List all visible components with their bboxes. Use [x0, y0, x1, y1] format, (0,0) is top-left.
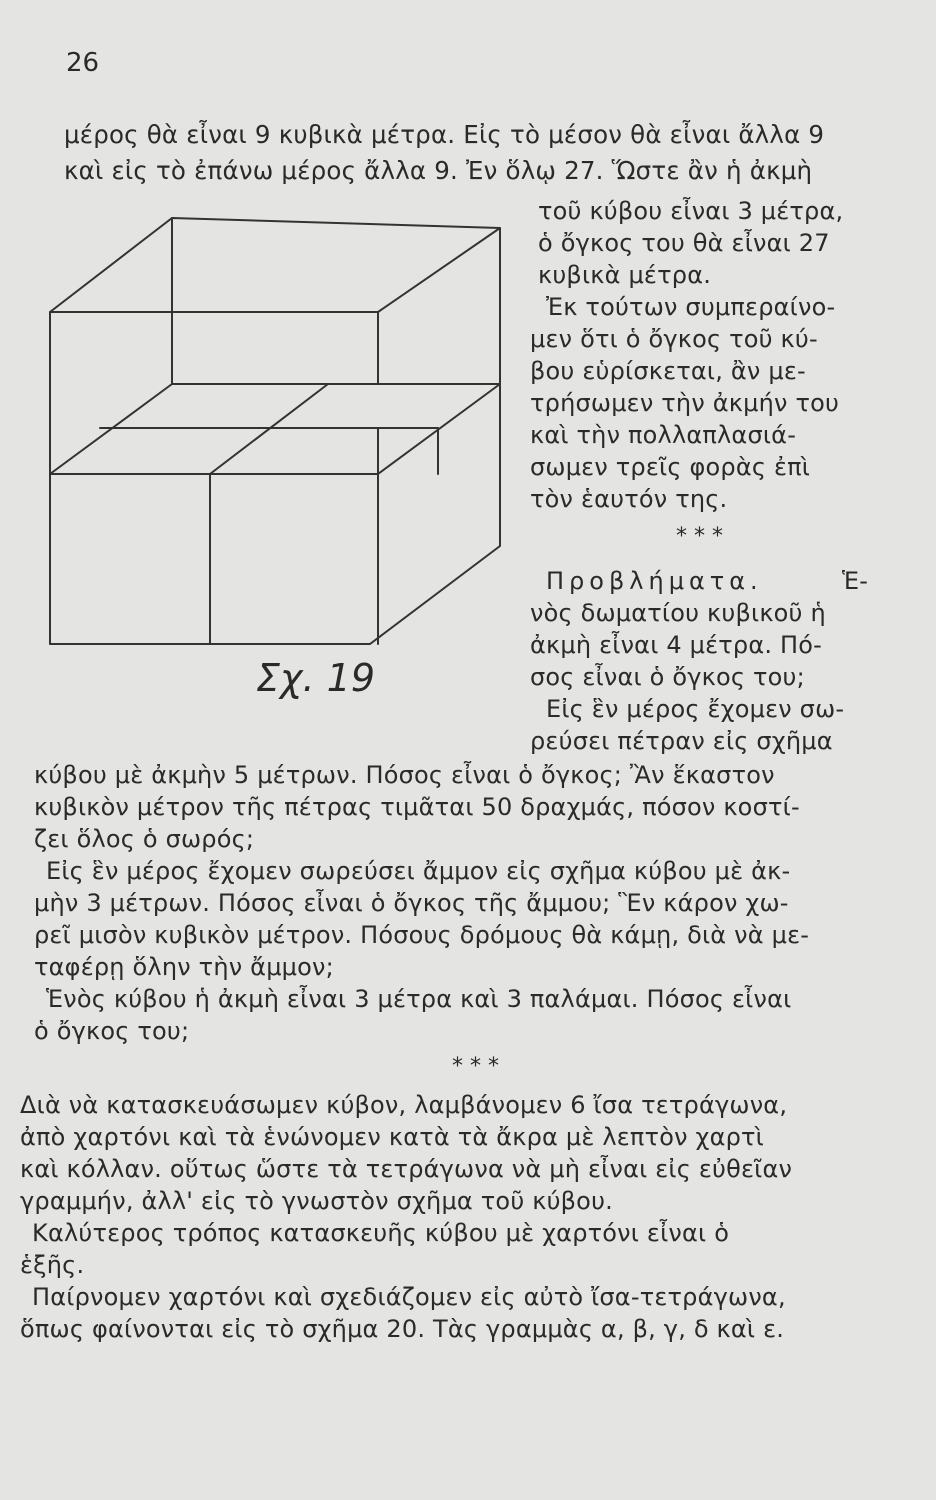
text-line: βου εὑρίσκεται, ἂν με-	[530, 357, 806, 385]
text-line: Παίρνομεν χαρτόνι καὶ σχεδιάζομεν εἰς αὐτὸ ἴσα-τετράγωνα,	[32, 1283, 786, 1311]
cube-back-top-edge	[50, 218, 500, 644]
cube-figure-19	[40, 212, 510, 662]
text-line: ὁ ὄγκος του;	[34, 1017, 190, 1045]
text-line: τοῦ κύβου εἶναι 3 μέτρα,	[538, 197, 844, 225]
text-line: μεν ὅτι ὁ ὄγκος τοῦ κύ-	[530, 325, 818, 353]
text-line: Ἑ-	[842, 567, 869, 595]
text-line: ἀπὸ χαρτόνι καὶ τὰ ἑνώνομεν κατὰ τὰ ἄκρα μὲ λεπτὸν χαρτὶ	[20, 1123, 765, 1151]
text-line: ρεῖ μισὸν κυβικὸν μέτρον. Πόσους δρόμους θὰ κάμῃ, διὰ νὰ με-	[34, 921, 810, 949]
text-line: Διὰ νὰ κατασκευάσωμεν κύβον, λαμβάνομεν 6 ἴσα τετράγωνα,	[20, 1091, 788, 1119]
text-line: Ἐκ τούτων συμπεραίνο-	[546, 293, 836, 321]
text-line: καὶ κόλλαν. οὕτως ὥστε τὰ τετράγωνα νὰ μὴ εἶναι εἰς εὐθεῖαν	[20, 1155, 793, 1183]
text-line: κυβικὰ μέτρα.	[538, 261, 712, 289]
text-line: Εἰς ἓν μέρος ἔχομεν σωρεύσει ἄμμον εἰς σχῆμα κύβου μὲ ἀκ-	[46, 857, 791, 885]
cube-top-right-edge	[378, 228, 500, 312]
figure-caption: Σχ. 19	[256, 656, 376, 700]
text-line: Ἑνὸς κύβου ἡ ἀκμὴ εἶναι 3 μέτρα καὶ 3 παλάμαι. Πόσος εἶναι	[46, 985, 792, 1013]
text-line: γραμμήν, ἀλλ' εἰς τὸ γνωστὸν σχῆμα τοῦ κύβου.	[20, 1187, 613, 1215]
text-line: μὴν 3 μέτρων. Πόσος εἶναι ὁ ὄγκος τῆς ἄμμου; Ἓν κάρον χω-	[34, 889, 789, 917]
text-line: μέρος θὰ εἶναι 9 κυβικὰ μέτρα. Εἰς τὸ μέσον θὰ εἶναι ἄλλα 9	[64, 120, 825, 149]
text-line: ὁ ὄγκος του θὰ εἶναι 27	[538, 229, 830, 257]
text-line: καὶ εἰς τὸ ἐπάνω μέρος ἄλλα 9. Ἐν ὅλῳ 27. Ὥστε ἂν ἡ ἀκμὴ	[64, 156, 813, 185]
text-line: ἑξῆς.	[20, 1251, 85, 1279]
text-line: ταφέρῃ ὅλην τὴν ἄμμον;	[34, 953, 334, 981]
problems-heading: Προβλήματα.	[546, 567, 763, 595]
text-line: κυβικὸν μέτρον τῆς πέτρας τιμᾶται 50 δραχμάς, πόσον κοστί-	[34, 793, 800, 821]
text-line: ρεύσει πέτραν εἰς σχῆμα	[530, 727, 833, 755]
text-line: ὅπως φαίνονται εἰς τὸ σχῆμα 20. Τὰς γραμμὰς α, β, γ, δ καὶ ε.	[20, 1315, 785, 1343]
text-line: σος εἶναι ὁ ὄγκος του;	[530, 663, 805, 691]
section-stars: * * *	[676, 524, 723, 549]
page-number: 26	[66, 48, 100, 78]
text-line: Καλύτερος τρόπος κατασκευῆς κύβου μὲ χαρτόνι εἶναι ὁ	[32, 1219, 730, 1247]
text-line: Εἰς ἓν μέρος ἔχομεν σω-	[546, 695, 845, 723]
text-line: καὶ τὴν πολλαπλασιά-	[530, 421, 797, 449]
text-line: τὸν ἑαυτόν της.	[530, 485, 728, 513]
section-stars: * * *	[452, 1054, 499, 1079]
text-line: νὸς δωματίου κυβικοῦ ἡ	[530, 599, 826, 627]
text-line: σωμεν τρεῖς φορὰς ἐπὶ	[530, 453, 811, 481]
text-line: ἀκμὴ εἶναι 4 μέτρα. Πό-	[530, 631, 823, 659]
text-line: τρήσωμεν τὴν ἀκμήν του	[530, 389, 840, 417]
text-line: ζει ὅλος ὁ σωρός;	[34, 825, 255, 853]
text-line: κύβου μὲ ἀκμὴν 5 μέτρων. Πόσος εἶναι ὁ ὄγκος; Ἂν ἕκαστον	[34, 761, 775, 789]
